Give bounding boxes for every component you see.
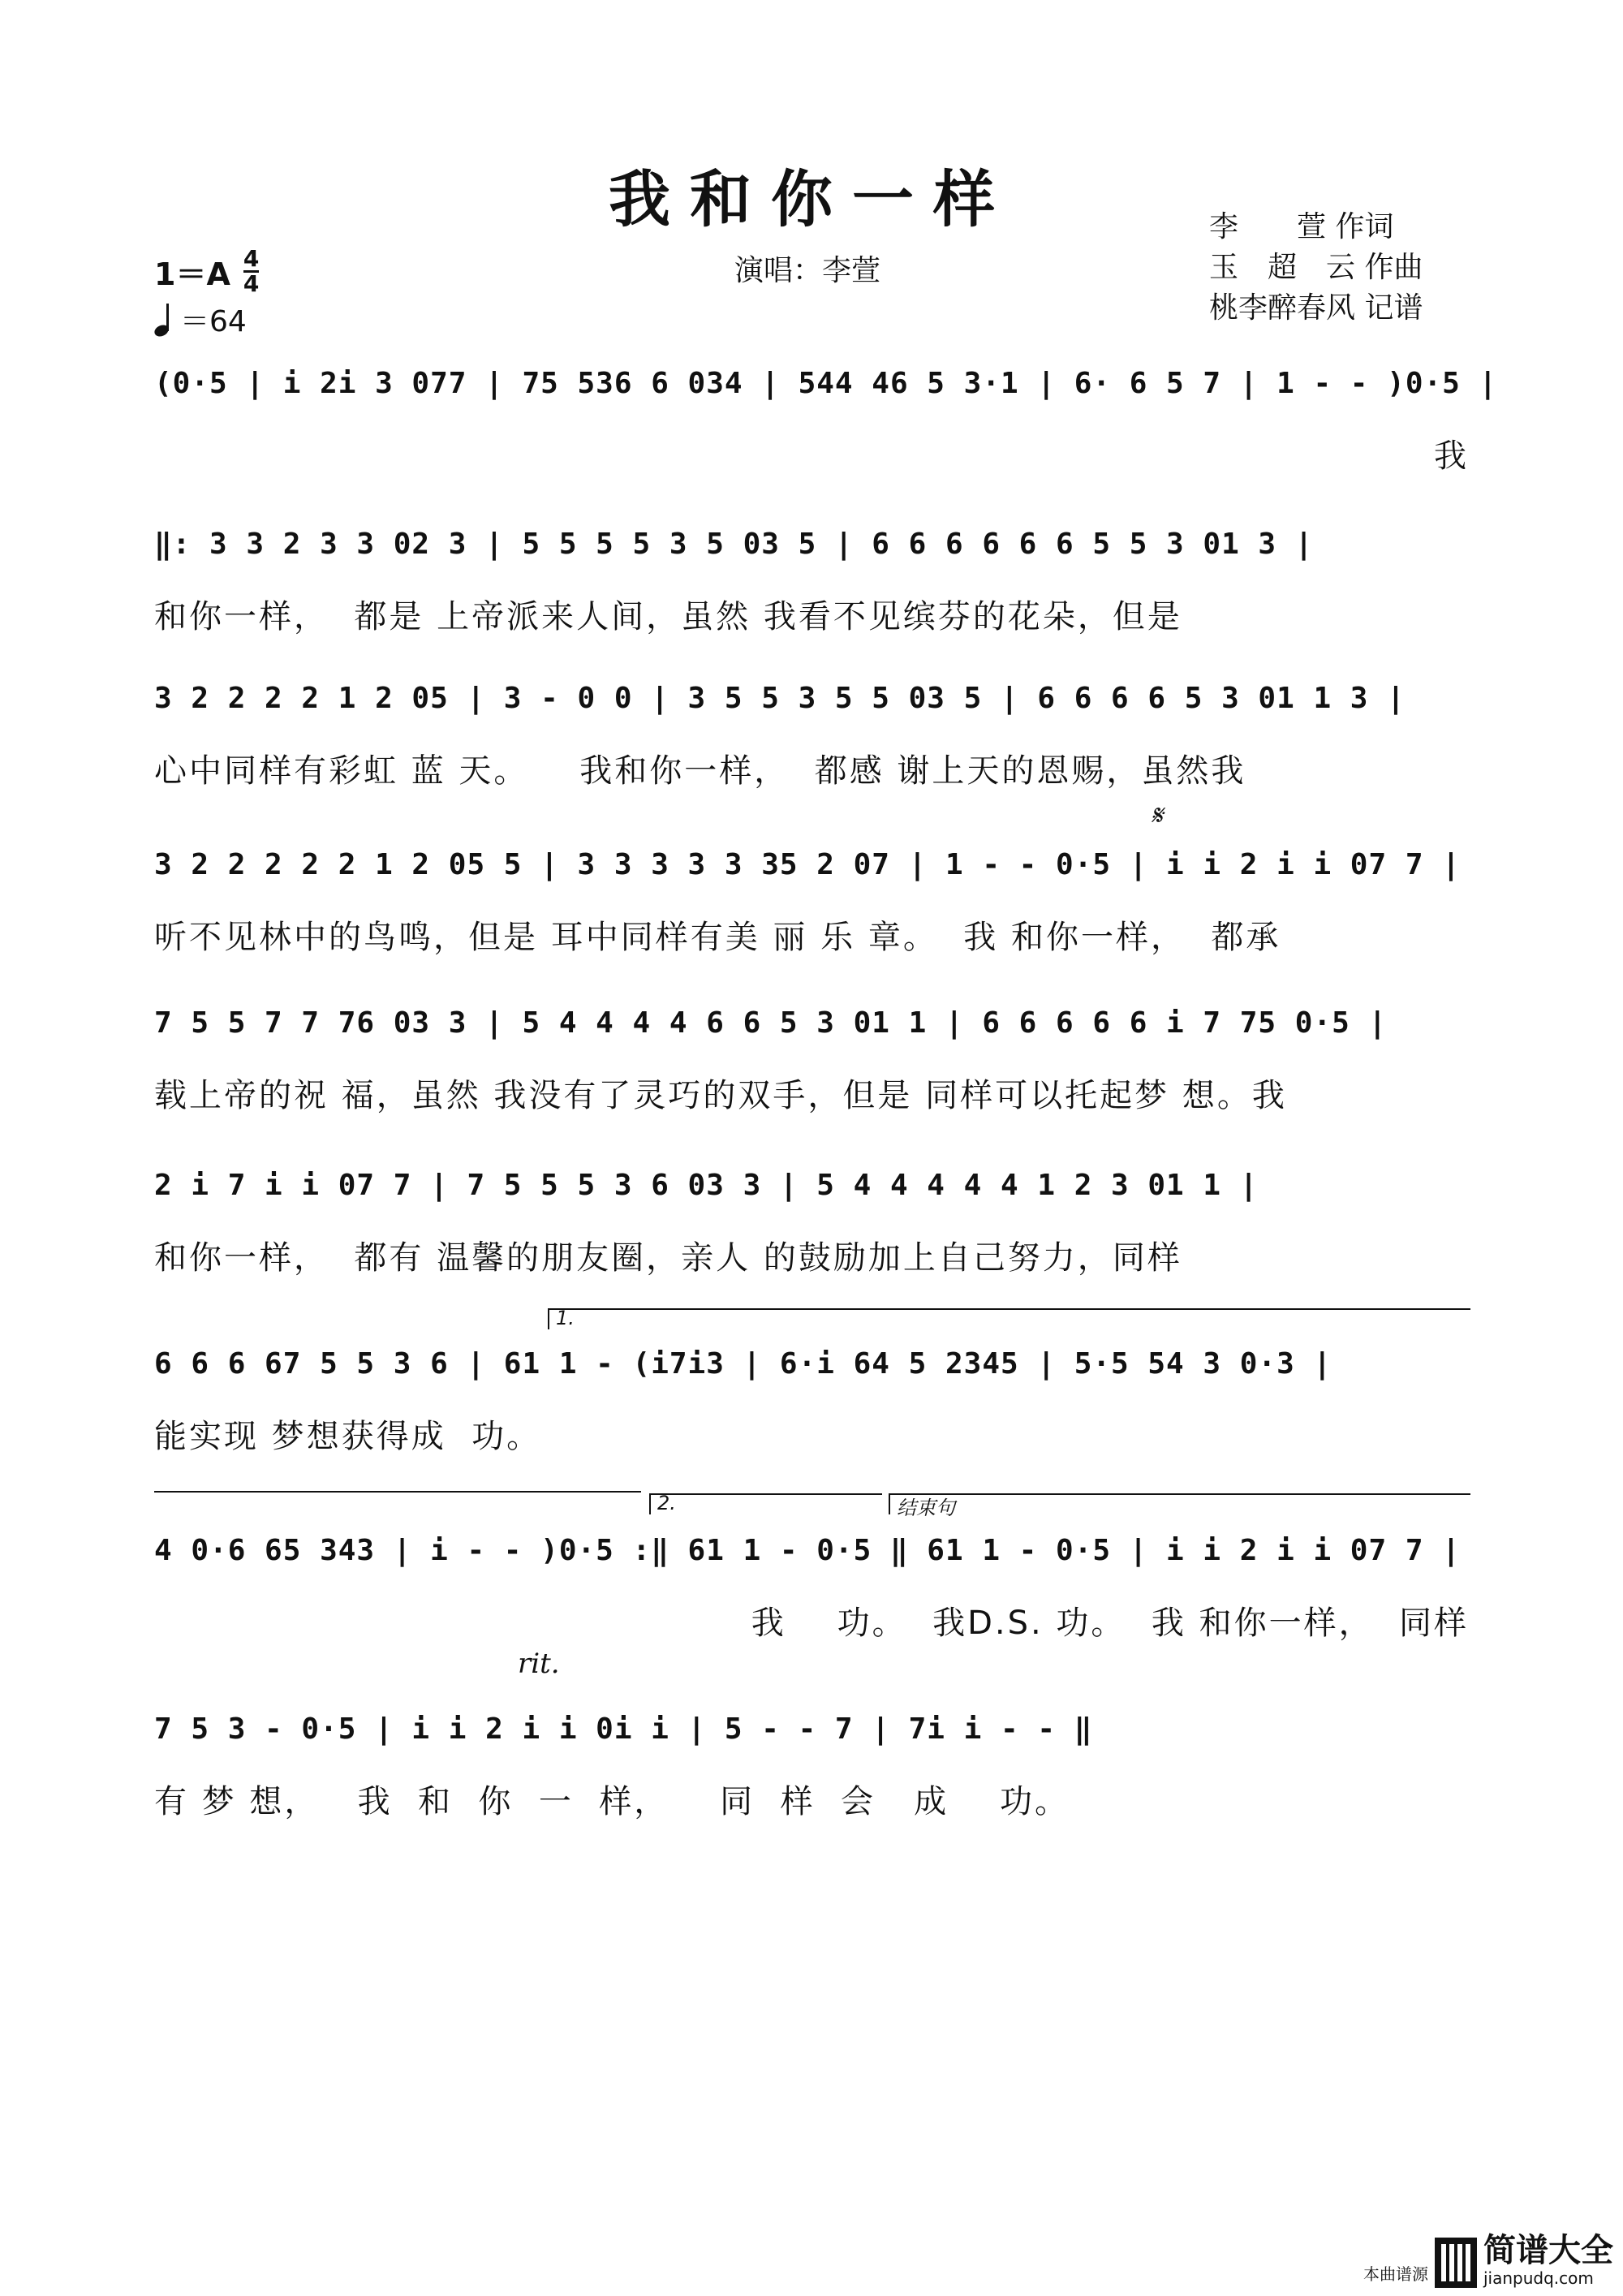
tempo-marking [154,299,247,340]
lyricist-credit: 李 萱 作词 [1209,210,1394,243]
notation-line: 4 0·6 65 343 | i - - )0·5 :‖ 61 1 - 0·5 ‖ 61 1 - 0·5 | i i 2 i i 07 7 | [154,1534,1461,1567]
watermark-url: jianpudq.com [1483,2268,1594,2288]
lyric-line: 载上帝的祝 福，虽然 我没有了灵巧的双手，但是 同样可以托起梦 想。我 [154,1077,1287,1114]
segno-icon: 𝄋 [1151,799,1163,832]
notation-line: 7 5 3 - 0·5 | i i 2 i i 0i i | 5 - - 7 | 7i i - - ‖ [154,1712,1093,1746]
piano-keys-icon [1435,2238,1477,2288]
lyric-line: 我 功。 我D.S. 功。 我 和你一样， 同样 [751,1605,1469,1642]
site-watermark [1363,2233,1613,2288]
watermark-name: 简谱大全 [1483,2232,1613,2269]
volta-1-label: 1. [556,1307,575,1329]
song-title: 我和你一样 [609,163,1014,235]
notation-line: 3 2 2 2 2 2 1 2 05 5 | 3 3 3 3 3 35 2 07 | 1 - - 0·5 | i i 2 i i 07 7 | [154,848,1461,881]
notation-line: ‖: 3 3 2 3 3 02 3 | 5 5 5 5 3 5 03 5 | 6 6 6 6 6 6 5 5 3 01 3 | [154,528,1314,561]
time-signature [243,245,260,297]
singer-credit: 演唱：李萱 [734,254,881,287]
notation-line: (0·5 | i 2i 3 077 | 75 536 6 034 | 544 46 5 3·1 | 6· 6 5 7 | 1 - - )0·5 | [154,367,1498,400]
notation-line: 2 i 7 i i 07 7 | 7 5 5 5 3 6 03 3 | 5 4 4 4 4 4 1 2 3 01 1 | [154,1169,1259,1202]
volta-2-label: 2. [657,1492,676,1514]
ending-bracket [889,1493,1470,1519]
lyric-line: 和你一样， 都有 温馨的朋友圈，亲人 的鼓励加上自己努力，同样 [154,1239,1182,1277]
key-label: 1＝A [154,256,230,292]
meter-bottom: 4 [243,270,260,297]
ending-label: 结束句 [897,1497,955,1519]
credits-block [1209,207,1423,329]
rit-marking: rit. [518,1648,560,1680]
lyric-line: 我 [1434,437,1469,475]
lyric-line: 和你一样， 都是 上帝派来人间，虽然 我看不见缤芬的花朵，但是 [154,598,1182,635]
lyric-line: 能实现 梦想获得成 功。 [154,1418,542,1455]
notation-line: 6 6 6 67 5 5 3 6 | 61 1 - (i7i3 | 6·i 64 5 2345 | 5·5 54 3 0·3 | [154,1347,1332,1381]
composer-credit: 玉 超 云 作曲 [1209,251,1423,284]
volta-2-bracket [649,1493,882,1514]
volta-1-bracket [548,1308,1470,1329]
lyric-line: 听不见林中的鸟鸣，但是 耳中同样有美 丽 乐 章。 我 和你一样， 都承 [154,919,1281,956]
transcriber-credit: 桃李醉春风 记谱 [1209,291,1423,325]
key-signature [154,245,260,297]
watermark-source-text: 本曲谱源 [1363,2264,1428,2284]
tempo-value: ＝64 [180,305,247,338]
quarter-note-icon [154,304,175,336]
meter-top: 4 [243,245,260,272]
notation-line: 3 2 2 2 2 1 2 05 | 3 - 0 0 | 3 5 5 3 5 5 03 5 | 6 6 6 6 5 3 01 1 3 | [154,682,1406,715]
lyric-line: 心中同样有彩虹 蓝 天。 我和你一样， 都感 谢上天的恩赐，虽然我 [154,752,1246,790]
notation-line: 7 5 5 7 7 76 03 3 | 5 4 4 4 4 6 6 5 3 01 1 | 6 6 6 6 6 i 7 75 0·5 | [154,1006,1388,1040]
volta-1-continuation [154,1491,641,1512]
lyric-line: 有 梦 想， 我 和 你 一 样， 同 样 会 成 功。 [154,1783,1070,1820]
